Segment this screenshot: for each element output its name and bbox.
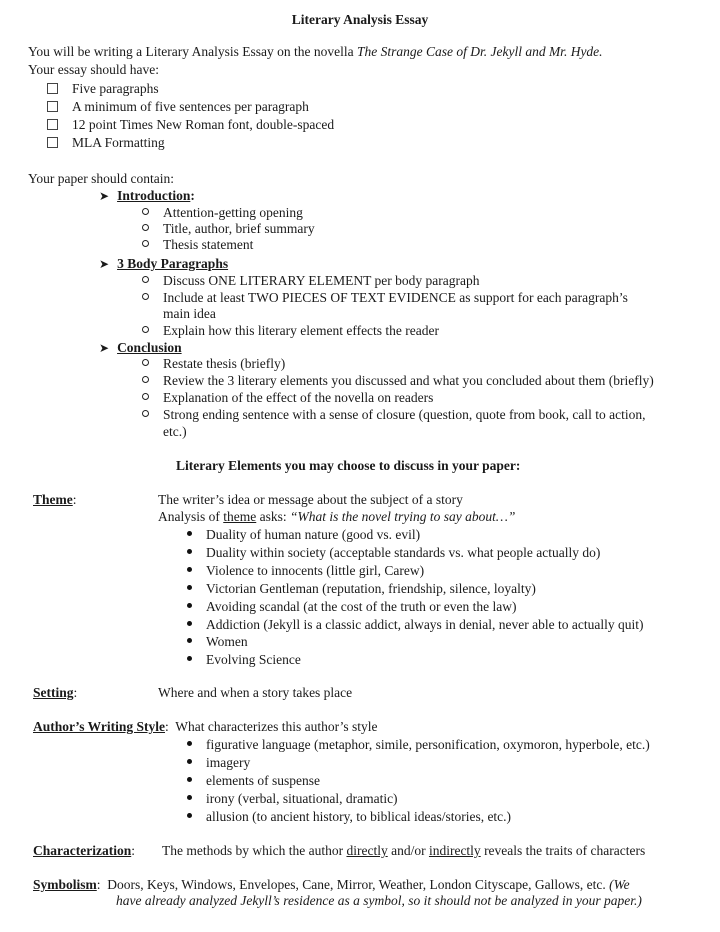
- bullet-icon: [187, 777, 192, 782]
- page-title: Literary Analysis Essay: [291, 12, 429, 27]
- outline-item: Attention-getting opening: [142, 205, 303, 221]
- checkbox-icon: [47, 83, 58, 94]
- arrow-icon: ➤: [99, 189, 110, 203]
- theme-label: Theme:: [33, 492, 77, 507]
- arrow-icon: ➤: [99, 341, 110, 355]
- theme-bullet: Victorian Gentleman (reputation, friendship, silence, loyalty): [187, 581, 536, 597]
- circle-bullet-icon: [142, 208, 149, 215]
- theme-bullet: Duality of human nature (good vs. evil): [187, 527, 420, 543]
- circle-bullet-icon: [142, 224, 149, 231]
- bullet-icon: [187, 585, 192, 590]
- characterization-label: Characterization:: [33, 843, 135, 858]
- theme-bullet: Violence to innocents (little girl, Carew): [187, 563, 424, 579]
- style-bullet: allusion (to ancient history, to biblical ideas/stories, etc.): [187, 809, 511, 825]
- outline-item: Explain how this literary element effects the reader: [142, 323, 439, 339]
- checkbox-icon: [47, 101, 58, 112]
- outline-item: Discuss ONE LITERARY ELEMENT per body paragraph: [142, 273, 479, 289]
- theme-bullet: Evolving Science: [187, 652, 301, 668]
- contain-heading: Your paper should contain:: [28, 171, 174, 186]
- theme-definition: The writer’s idea or message about the subject of a story: [158, 492, 463, 507]
- bullet-icon: [187, 759, 192, 764]
- checkbox-icon: [47, 119, 58, 130]
- setting-definition: Where and when a story takes place: [158, 685, 353, 700]
- bullet-icon: [187, 531, 192, 536]
- style-label: Author’s Writing Style: What characterizes this author’s style: [33, 719, 378, 734]
- characterization-definition: The methods by which the author directly and/or indirectly reveals the traits of characters: [162, 843, 646, 858]
- checklist-item: A minimum of five sentences per paragraph: [47, 99, 309, 115]
- circle-bullet-icon: [142, 393, 149, 400]
- symbolism-line: Symbolism: Doors, Keys, Windows, Envelopes, Cane, Mirror, Weather, London Cityscape, Gallows, etc. (We: [33, 877, 630, 892]
- checklist-item: 12 point Times New Roman font, double-spaced: [47, 117, 334, 133]
- style-definition: What characterizes this author’s style: [175, 719, 378, 734]
- bullet-icon: [187, 638, 192, 643]
- theme-analysis: Analysis of theme asks: “What is the novel trying to say about…”: [158, 509, 516, 524]
- bullet-icon: [187, 741, 192, 746]
- theme-bullet: Addiction (Jekyll is a classic addict, always in denial, never able to actually quit): [187, 617, 644, 633]
- bullet-icon: [187, 603, 192, 608]
- checklist-item: MLA Formatting: [47, 135, 165, 151]
- section-heading-body: ➤ 3 Body Paragraphs: [99, 256, 229, 271]
- setting-label: Setting:: [33, 685, 78, 700]
- intro-line: [28, 44, 603, 60]
- circle-bullet-icon: [142, 293, 149, 300]
- symbolism-list: Doors, Keys, Windows, Envelopes, Cane, Mirror, Weather, London Cityscape, Gallows, etc.: [107, 877, 610, 892]
- bullet-icon: [187, 656, 192, 661]
- theme-bullet: Women: [187, 634, 248, 650]
- bullet-icon: [187, 549, 192, 554]
- section-heading-introduction: ➤ Introduction:: [99, 188, 195, 203]
- symbolism-note: have already analyzed Jekyll’s residence as a symbol, so it should not be analyzed in your paper.): [116, 893, 642, 908]
- style-bullet: imagery: [187, 755, 250, 771]
- outline-item: Include at least TWO PIECES OF TEXT EVIDENCE as support for each paragraph’s: [142, 290, 628, 306]
- bullet-icon: [187, 621, 192, 626]
- bullet-icon: [187, 795, 192, 800]
- arrow-icon: ➤: [99, 257, 110, 271]
- novel-title: The Strange Case of Dr. Jekyll and Mr. Hyde.: [356, 44, 603, 59]
- circle-bullet-icon: [142, 410, 149, 417]
- style-bullet: elements of suspense: [187, 773, 320, 789]
- circle-bullet-icon: [142, 359, 149, 366]
- outline-item-continuation: etc.): [163, 424, 187, 439]
- elements-heading: Literary Elements you may choose to discuss in your paper:: [176, 458, 521, 473]
- checkbox-icon: [47, 137, 58, 148]
- circle-bullet-icon: [142, 276, 149, 283]
- style-bullet: irony (verbal, situational, dramatic): [187, 791, 398, 807]
- outline-item-continuation: main idea: [163, 306, 216, 321]
- circle-bullet-icon: [142, 326, 149, 333]
- outline-item: Explanation of the effect of the novella on readers: [142, 390, 433, 406]
- bullet-icon: [187, 567, 192, 572]
- outline-item: Review the 3 literary elements you discussed and what you concluded about them (briefly): [142, 373, 654, 389]
- circle-bullet-icon: [142, 240, 149, 247]
- theme-bullet: Duality within society (acceptable standards vs. what people actually do): [187, 545, 600, 561]
- section-heading-conclusion: ➤ Conclusion: [99, 340, 182, 355]
- intro-prefix: You will be writing a Literary Analysis Essay on the novella: [28, 44, 357, 59]
- outline-item: Title, author, brief summary: [142, 221, 315, 237]
- outline-item: Restate thesis (briefly): [142, 356, 285, 372]
- theme-bullet: Avoiding scandal (at the cost of the truth or even the law): [187, 599, 517, 615]
- should-have-label: Your essay should have:: [28, 62, 159, 77]
- checklist-item: Five paragraphs: [47, 81, 159, 97]
- style-bullet: figurative language (metaphor, simile, personification, oxymoron, hyperbole, etc.): [187, 737, 650, 753]
- outline-item: Strong ending sentence with a sense of closure (question, quote from book, call to action,: [142, 407, 646, 423]
- outline-item: Thesis statement: [142, 237, 253, 253]
- bullet-icon: [187, 813, 192, 818]
- circle-bullet-icon: [142, 376, 149, 383]
